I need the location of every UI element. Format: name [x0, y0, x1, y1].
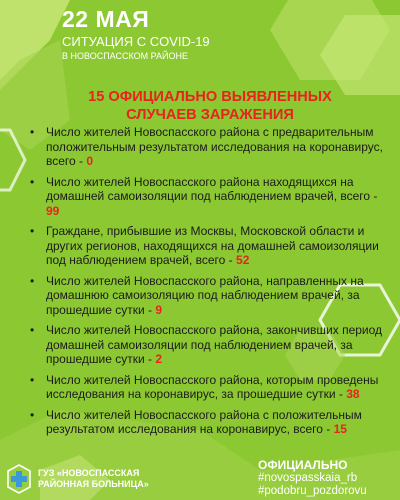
- statistics-list: [26, 125, 390, 443]
- footer-hashtags: [258, 459, 400, 498]
- hashtag-rb: #novospasskaia_rb: [258, 472, 358, 484]
- situation-title: СИТУАЦИЯ С COVID-19: [62, 34, 210, 49]
- list-item: [26, 274, 390, 318]
- list-item: [26, 408, 390, 437]
- header: [62, 6, 210, 62]
- headline: [40, 88, 380, 124]
- list-item: [26, 323, 390, 367]
- item-text: Число жителей Новоспасского района, направленных на домашнюю самоизоляцию под наблюдением врачей, за прошедшие сутки -: [46, 273, 364, 317]
- item-text: Число жителей Новоспасского района, которым проведены исследования на коронавирус, за прошедшие сутки -: [46, 372, 379, 401]
- headline-line-1: 15 ОФИЦИАЛЬНО ВЫЯВЛЕННЫХ: [88, 89, 332, 105]
- medical-cross-icon: [6, 464, 32, 494]
- item-text: Граждане, прибывшие из Москвы, Московской области и других регионов, находящихся на домашней самоизоляции под наблюдением врачей, всего -: [46, 224, 379, 267]
- item-text: Число жителей Новоспасского района, закончивших период домашней самоизоляции под наблюдением врачей, за прошедшие сутки -: [46, 323, 383, 366]
- item-value: 99: [46, 203, 60, 218]
- list-item: [26, 175, 390, 219]
- bullet: •: [30, 372, 35, 387]
- item-value: 9: [155, 302, 163, 317]
- item-value: 15: [333, 422, 347, 436]
- item-text: Число жителей Новоспасского района находящихся на домашней самоизоляции под наблюдением врачей, всего -: [46, 174, 378, 203]
- hashtag-podobru: #podobru_pozdorovu: [258, 485, 367, 497]
- bullet: •: [30, 407, 35, 422]
- bullet: •: [30, 273, 35, 288]
- item-value: 52: [236, 253, 250, 267]
- bullet: •: [30, 174, 35, 189]
- bullet: •: [30, 323, 35, 337]
- hospital-name: [38, 468, 149, 490]
- item-value: 0: [86, 154, 94, 168]
- bullet: •: [30, 224, 35, 238]
- item-value: 38: [346, 387, 360, 401]
- list-item: [26, 224, 390, 268]
- item-text: Число жителей Новоспасского района с положительным результатом исследования на коронавирус, всего -: [46, 407, 362, 436]
- district-subtitle: В НОВОСПАССКОМ РАЙОНЕ: [62, 51, 188, 61]
- hospital-name-line-1: ГУЗ «НОВОСПАССКАЯ: [38, 468, 140, 478]
- date-title: 22 МАЯ: [62, 6, 150, 32]
- hospital-name-line-2: РАЙОННАЯ БОЛЬНИЦА»: [38, 479, 149, 489]
- item-value: 2: [155, 352, 163, 366]
- list-item: [26, 373, 390, 402]
- bullet: •: [30, 125, 35, 139]
- official-label: ОФИЦИАЛЬНО: [258, 458, 348, 472]
- hospital-logo: [6, 460, 206, 498]
- list-item: [26, 125, 390, 169]
- headline-line-2: СЛУЧАЕВ ЗАРАЖЕНИЯ: [126, 107, 294, 123]
- item-text: Число жителей Новоспасского района с предварительным положительным результатом исследования на коронавирус, всего -: [46, 125, 383, 168]
